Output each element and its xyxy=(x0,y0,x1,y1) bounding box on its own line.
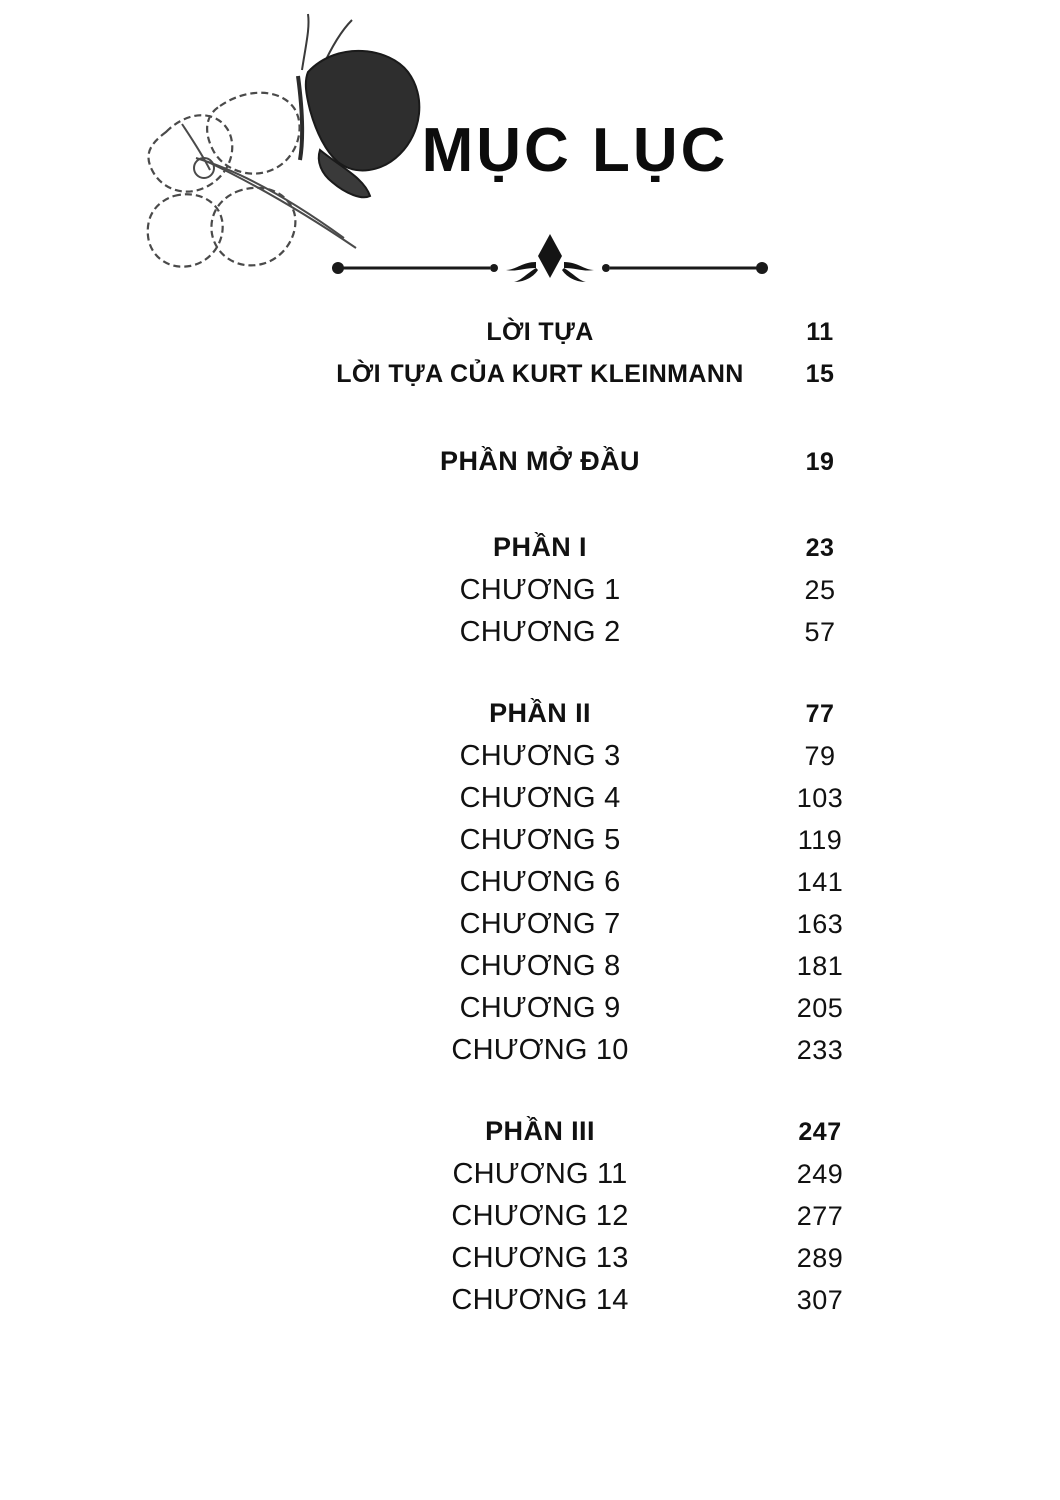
toc-entry[interactable] xyxy=(330,574,890,616)
toc-entry-label: LỜI TỰA xyxy=(486,318,594,346)
toc-group xyxy=(330,698,890,1076)
toc-entry-label: PHẦN MỞ ĐẦU xyxy=(440,446,640,476)
toc-entry-page: 205 xyxy=(796,993,844,1023)
toc-entry-page: 19 xyxy=(805,448,835,476)
toc-entry-page: 23 xyxy=(805,534,835,562)
toc-entry[interactable] xyxy=(330,1284,890,1326)
toc-entry[interactable] xyxy=(330,446,890,488)
toc-entry-page: 119 xyxy=(797,825,843,855)
toc-entry[interactable] xyxy=(330,866,890,908)
toc-entry-page: 307 xyxy=(796,1285,844,1315)
toc-group xyxy=(330,1116,890,1326)
toc-entry[interactable] xyxy=(330,1158,890,1200)
page-title: MỤC LỤC xyxy=(421,116,729,185)
toc-entry-label: CHƯƠNG 2 xyxy=(459,616,621,648)
toc-entry-page: 181 xyxy=(796,951,844,981)
toc-entry[interactable] xyxy=(330,950,890,992)
toc-entry-page: 163 xyxy=(796,909,844,939)
toc-group xyxy=(330,532,890,658)
toc-entry-page: 247 xyxy=(798,1118,842,1146)
toc-entry-page: 11 xyxy=(806,318,834,346)
toc-entry[interactable] xyxy=(330,1116,890,1158)
toc-entry-page: 103 xyxy=(796,783,844,813)
toc-entry[interactable] xyxy=(330,1200,890,1242)
toc-entry-page: 79 xyxy=(804,741,836,771)
toc-entry-label: CHƯƠNG 12 xyxy=(451,1200,629,1232)
toc-entry-label: PHẦN III xyxy=(485,1116,595,1146)
toc-entry-label: CHƯƠNG 5 xyxy=(459,824,621,856)
toc-entry-page: 15 xyxy=(805,360,835,388)
toc-entry-page: 141 xyxy=(796,867,844,897)
toc-entry-page: 25 xyxy=(804,575,836,605)
toc-entry-label: CHƯƠNG 4 xyxy=(459,782,621,814)
toc-entry[interactable] xyxy=(330,908,890,950)
toc-entry-page: 233 xyxy=(796,1035,844,1065)
toc-entry-label: CHƯƠNG 7 xyxy=(459,908,621,940)
toc-spacer xyxy=(330,1076,890,1116)
toc-entry-page: 77 xyxy=(805,700,835,728)
page-title-block xyxy=(330,116,820,185)
toc-entry-page: 57 xyxy=(804,617,836,647)
toc-spacer xyxy=(330,402,890,446)
ornamental-divider-icon xyxy=(330,222,770,292)
table-of-contents xyxy=(330,318,890,1326)
toc-entry-label: PHẦN II xyxy=(489,698,591,728)
toc-entry[interactable] xyxy=(330,616,890,658)
toc-entry-label: CHƯƠNG 11 xyxy=(452,1158,628,1190)
toc-entry-label: LỜI TỰA CỦA KURT KLEINMANN xyxy=(336,360,744,388)
toc-entry-label: CHƯƠNG 3 xyxy=(459,740,621,772)
toc-entry[interactable] xyxy=(330,740,890,782)
toc-entry-page: 249 xyxy=(796,1159,844,1189)
toc-entry[interactable] xyxy=(330,360,890,402)
toc-entry[interactable] xyxy=(330,782,890,824)
toc-group xyxy=(330,446,890,488)
toc-entry[interactable] xyxy=(330,318,890,360)
toc-entry[interactable] xyxy=(330,824,890,866)
toc-entry-label: CHƯƠNG 13 xyxy=(451,1242,629,1274)
toc-entry-page: 289 xyxy=(796,1243,844,1273)
toc-entry-label: CHƯƠNG 10 xyxy=(451,1034,629,1066)
toc-entry-label: CHƯƠNG 1 xyxy=(459,574,621,606)
toc-entry[interactable] xyxy=(330,532,890,574)
toc-entry-page: 277 xyxy=(796,1201,844,1231)
toc-entry[interactable] xyxy=(330,1242,890,1284)
toc-entry-label: CHƯƠNG 8 xyxy=(459,950,621,982)
toc-group xyxy=(330,318,890,402)
toc-spacer xyxy=(330,658,890,698)
toc-entry-label: CHƯƠNG 14 xyxy=(451,1284,629,1316)
toc-entry[interactable] xyxy=(330,698,890,740)
toc-entry[interactable] xyxy=(330,992,890,1034)
toc-entry-label: PHẦN I xyxy=(493,532,587,562)
toc-entry[interactable] xyxy=(330,1034,890,1076)
toc-spacer xyxy=(330,488,890,532)
toc-entry-label: CHƯƠNG 6 xyxy=(459,866,621,898)
toc-entry-label: CHƯƠNG 9 xyxy=(459,992,621,1024)
